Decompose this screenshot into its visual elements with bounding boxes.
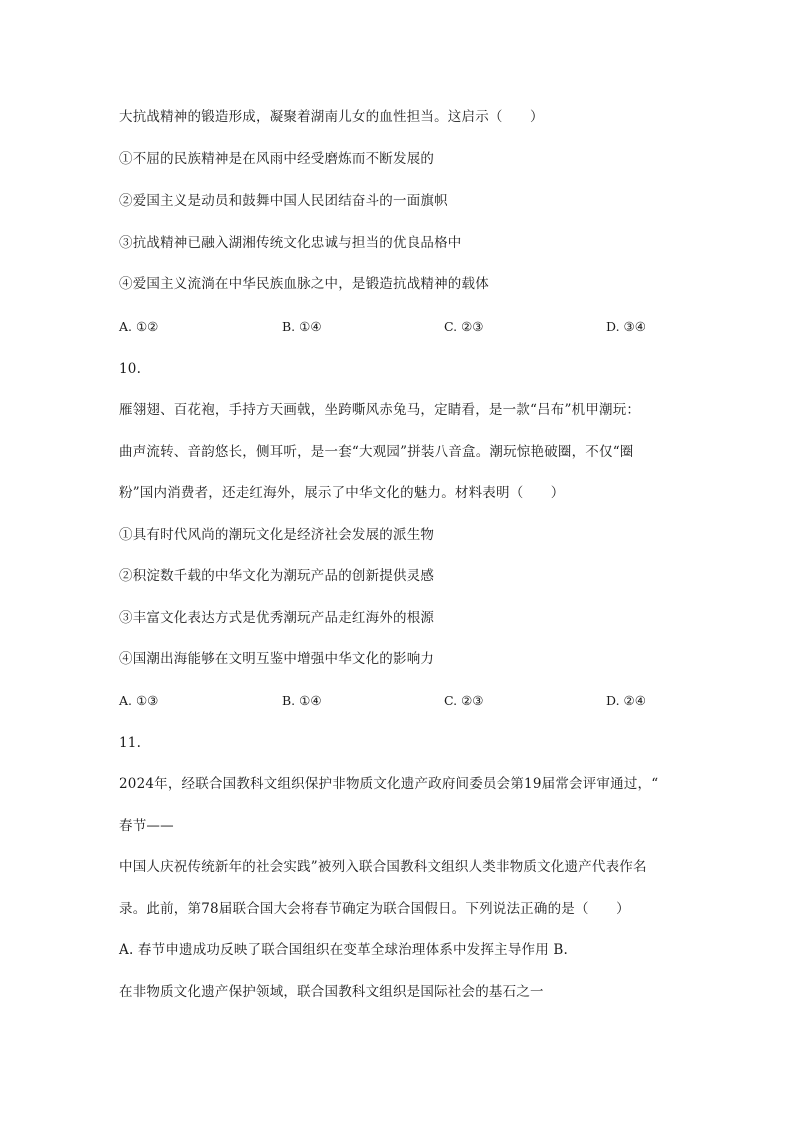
q9-option-a: A. ①② xyxy=(119,319,159,334)
q9-option-c: C. ②③ xyxy=(444,319,484,334)
q10-statement-3: ③丰富文化表达方式是优秀潮玩产品走红海外的根源 xyxy=(119,610,435,626)
q11-option-b-line: 在非物质文化遗产保护领域，联合国教科文组织是国际社会的基石之一 xyxy=(119,984,544,1000)
q9-option-d: D. ③④ xyxy=(606,319,646,334)
q11-stem-line-1: 2024年，经联合国教科文组织保护非物质文化遗产政府间委员会第19届常会评审通过，“ xyxy=(119,776,659,792)
q11-stem-line-4: 录。此前，第78届联合国大会将春节确定为联合国假日。下列说法正确的是（ ） xyxy=(119,901,630,917)
q10-statement-1: ①具有时代风尚的潮玩文化是经济社会发展的派生物 xyxy=(119,527,435,543)
q10-option-d: D. ②④ xyxy=(606,693,646,708)
q9-statement-3: ③抗战精神已融入湖湘传统文化忠诚与担当的优良品格中 xyxy=(119,235,462,251)
q11-stem-line-3: 中国人庆祝传统新年的社会实践”被列入联合国教科文组织人类非物质文化遗产代表作名 xyxy=(119,859,647,875)
q9-stem-tail: 大抗战精神的锻造形成，凝聚着湖南儿女的血性担当。这启示（ ） xyxy=(119,109,544,125)
q11-number: 11. xyxy=(119,735,142,751)
q9-option-b: B. ①④ xyxy=(282,319,322,334)
q10-option-a: A. ①③ xyxy=(119,693,159,708)
q10-stem-line-3: 粉”国内消费者，还走红海外，展示了中华文化的魅力。材料表明（ ） xyxy=(119,485,565,501)
q10-number: 10. xyxy=(119,361,142,377)
q11-option-a-line: A. 春节申遗成功反映了联合国组织在变革全球治理体系中发挥主导作用 B. xyxy=(119,942,569,958)
q10-statement-4: ④国潮出海能够在文明互鉴中增强中华文化的影响力 xyxy=(119,651,435,667)
q11-stem-line-2: 春节—— xyxy=(119,818,174,834)
q10-statement-2: ②积淀数千载的中华文化为潮玩产品的创新提供灵感 xyxy=(119,568,435,584)
q10-stem-line-1: 雁翎翅、百花袍，手持方天画戟，坐跨嘶风赤兔马，定睛看，是一款“吕布”机甲潮玩： xyxy=(119,402,641,418)
q9-statement-2: ②爱国主义是动员和鼓舞中国人民团结奋斗的一面旗帜 xyxy=(119,193,448,209)
q10-option-c: C. ②③ xyxy=(444,693,484,708)
q9-statement-1: ①不屈的民族精神是在风雨中经受磨炼而不断发展的 xyxy=(119,151,435,167)
q9-statement-4: ④爱国主义流淌在中华民族血脉之中，是锻造抗战精神的载体 xyxy=(119,276,489,292)
q10-stem-line-2: 曲声流转、音韵悠长，侧耳听，是一套“大观园”拼装八音盒。潮玩惊艳破圈，不仅“圈 xyxy=(119,444,634,460)
q10-option-b: B. ①④ xyxy=(282,693,322,708)
